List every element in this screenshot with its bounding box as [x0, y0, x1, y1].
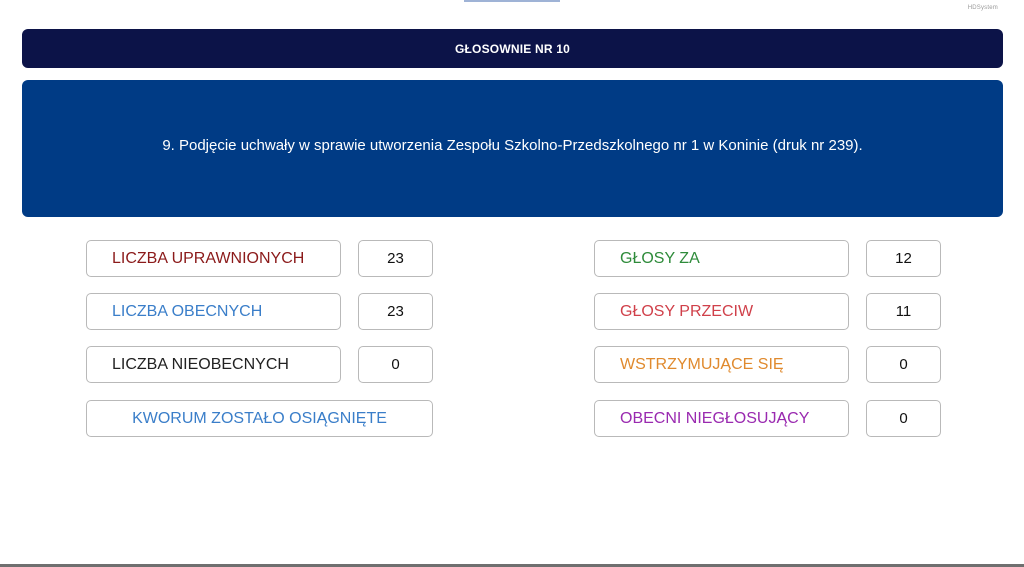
value-glosy-przeciw: 11	[866, 293, 941, 330]
label-text: LICZBA OBECNYCH	[112, 302, 263, 320]
label-glosy-przeciw	[594, 293, 849, 330]
label-liczba-uprawnionych	[86, 240, 341, 277]
label-text: WSTRZYMUJĄCE SIĘ	[620, 355, 784, 373]
label-text: LICZBA UPRAWNIONYCH	[112, 249, 305, 267]
top-accent-line	[464, 0, 560, 2]
motion-panel	[22, 80, 1003, 217]
label-liczba-obecnych	[86, 293, 341, 330]
label-liczba-nieobecnych	[86, 346, 341, 383]
voting-header	[22, 29, 1003, 68]
voting-title: GŁOSOWNIE NR 10	[454, 41, 570, 56]
label-text: OBECNI NIEGŁOSUJĄCY	[620, 409, 810, 427]
motion-text: 9. Podjęcie uchwały w sprawie utworzenia Zespołu Szkolno-Przedszkolnego nr 1 w Koninie (druk nr 239).	[162, 137, 863, 154]
value-liczba-uprawnionych: 23	[358, 240, 433, 277]
value-liczba-obecnych: 23	[358, 293, 433, 330]
value-liczba-nieobecnych: 0	[358, 346, 433, 383]
label-text: LICZBA NIEOBECNYCH	[112, 355, 289, 373]
label-wstrzymujace-sie	[594, 346, 849, 383]
label-glosy-za	[594, 240, 849, 277]
brand-logo-text: HDSystem	[967, 5, 998, 11]
value-obecni-nieglosujacy: 0	[866, 400, 941, 437]
label-text: GŁOSY ZA	[620, 249, 700, 267]
value-wstrzymujace-sie: 0	[866, 346, 941, 383]
kworum-status	[86, 400, 433, 437]
label-text: GŁOSY PRZECIW	[620, 302, 754, 320]
kworum-text: KWORUM ZOSTAŁO OSIĄGNIĘTE	[132, 409, 387, 427]
label-obecni-nieglosujacy	[594, 400, 849, 437]
value-glosy-za: 12	[866, 240, 941, 277]
